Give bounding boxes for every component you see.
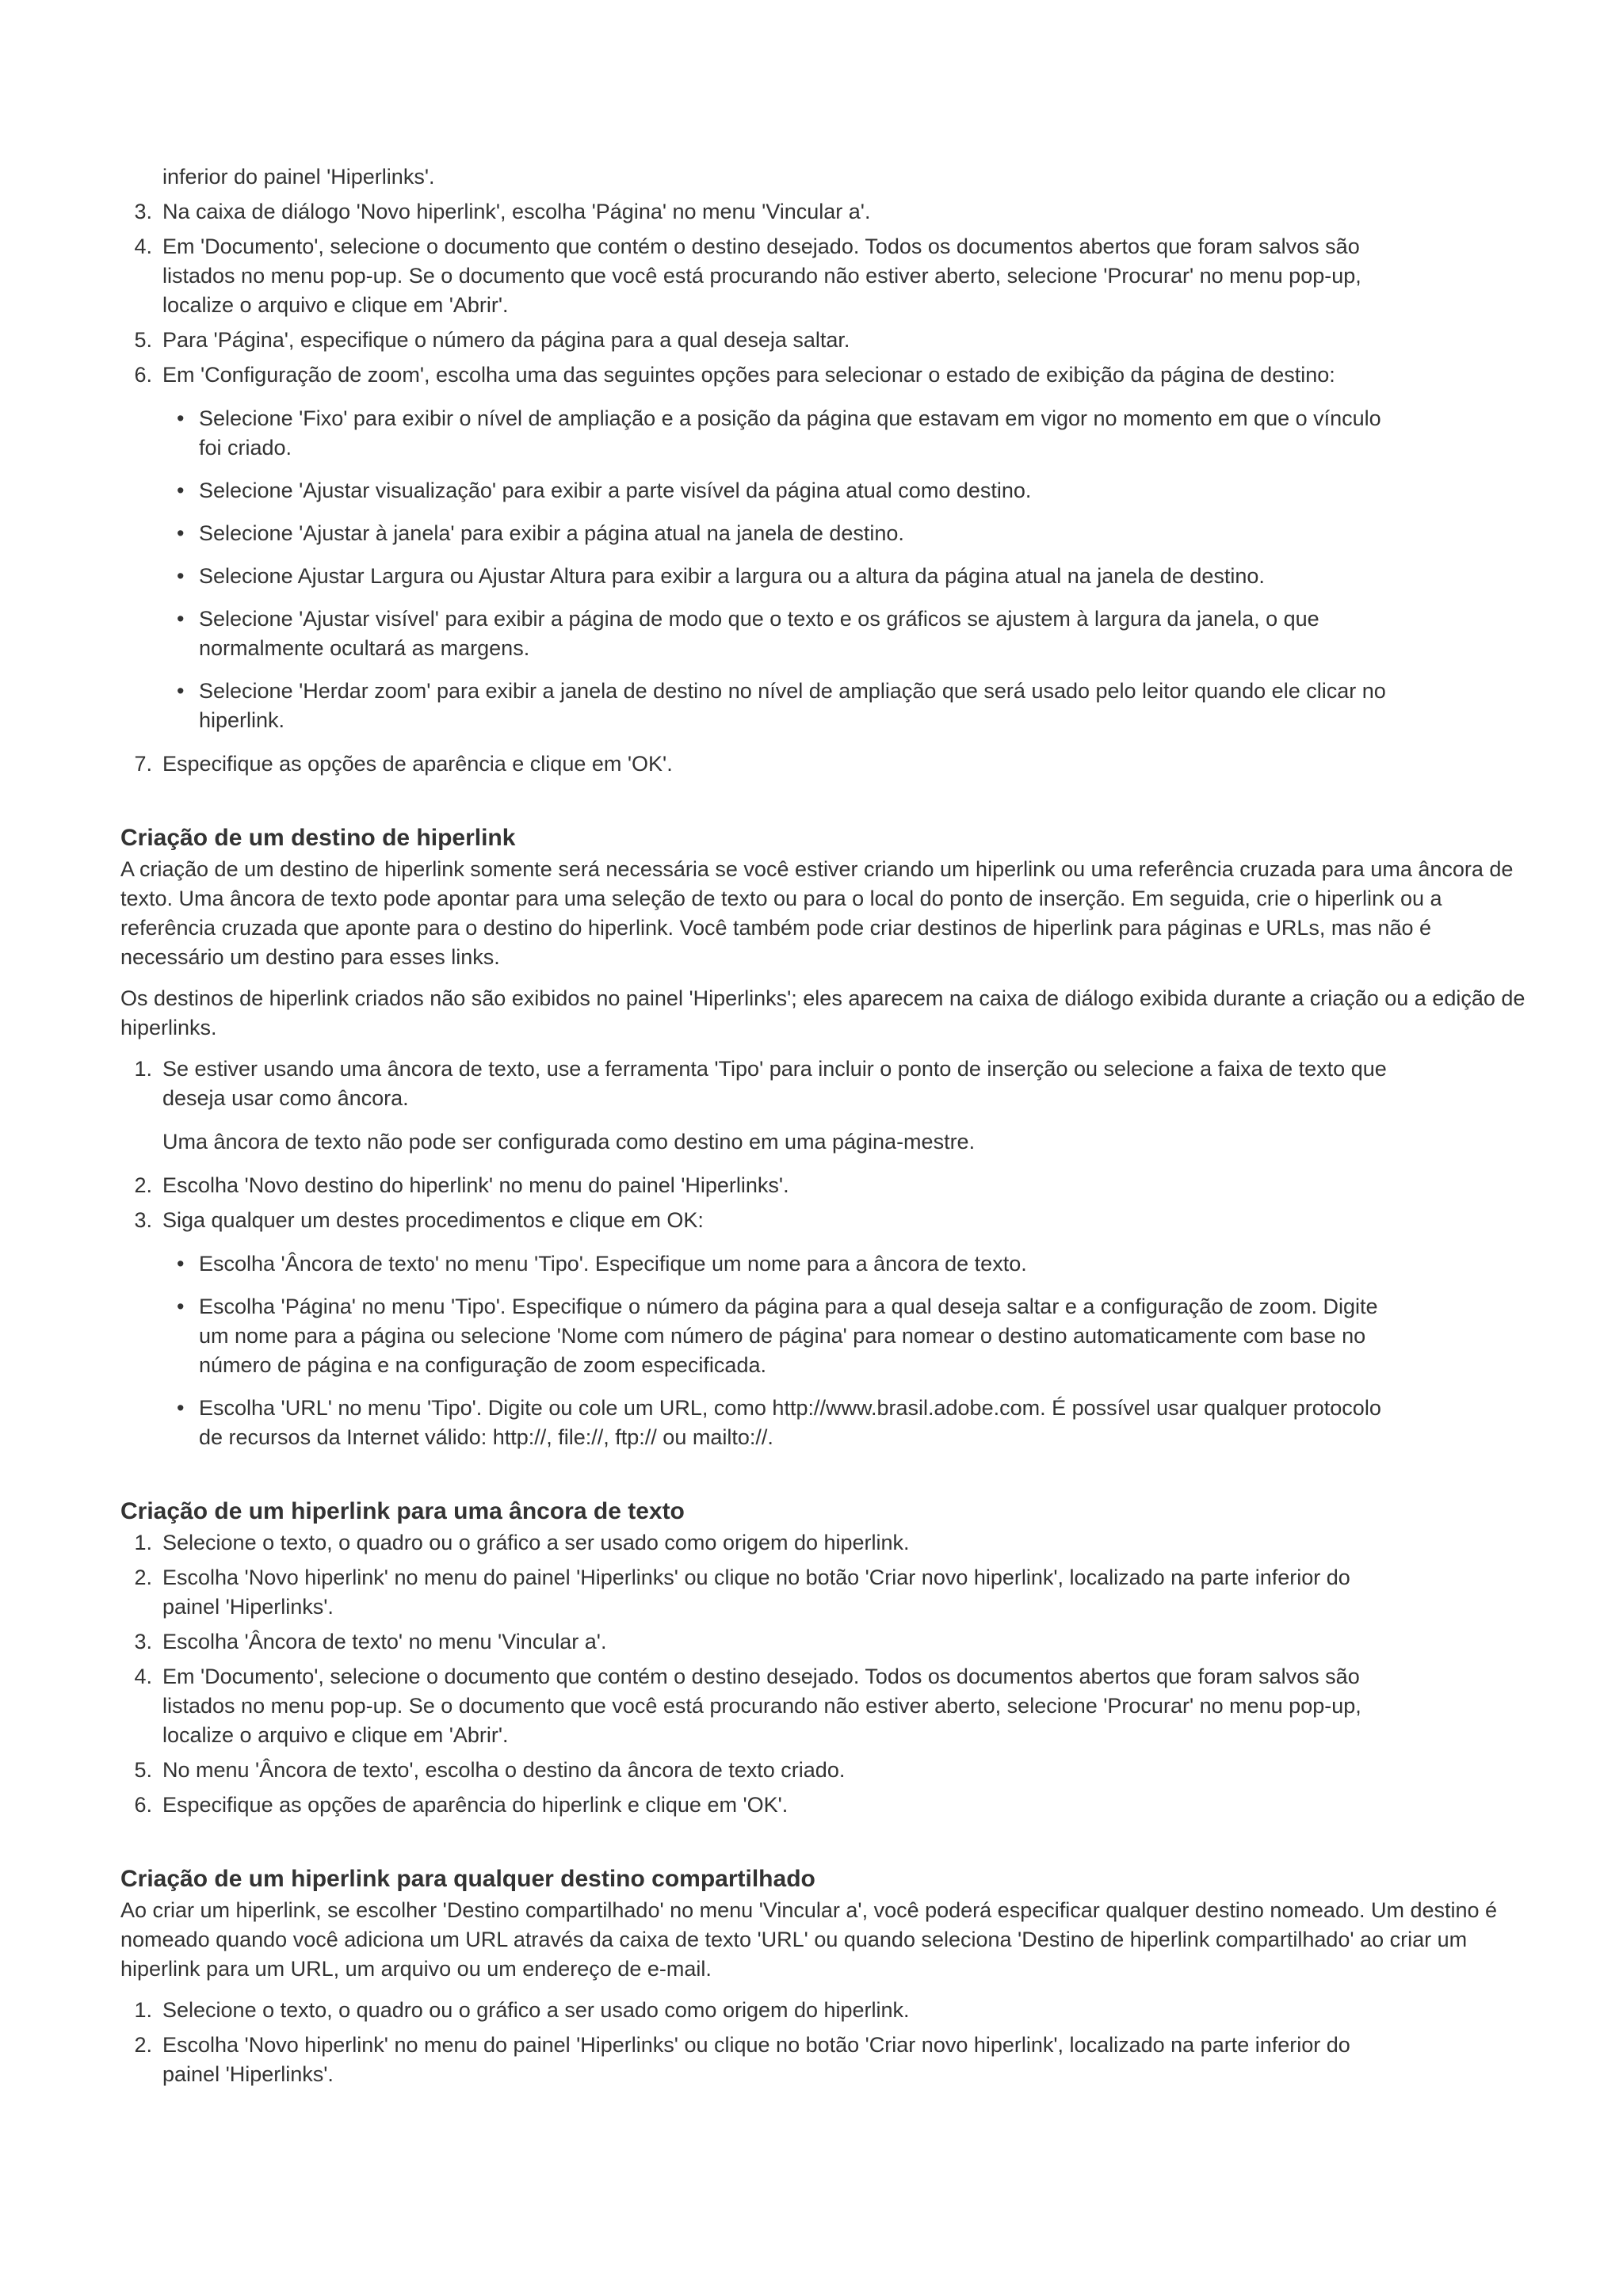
list-item: [120, 232, 1541, 320]
bullet-icon: •: [177, 1396, 185, 1420]
destination-options-list: [162, 1249, 1541, 1452]
section-paragraph: A criação de um destino de hiperlink somente será necessária se você estiver criando um hiperlink ou uma referência cruzada para uma âncora de texto. Uma âncora de texto pode apontar para uma seleção de texto ou para o local do ponto de inserção. Em seguida, crie o hiperlink ou a referência cruzada que aponte para o destino do hiperlink. Você também pode criar destinos de hiperlink para páginas e URLs, mas não é necessário um destino para esses links.: [120, 857, 1514, 969]
list-item: [120, 2031, 1541, 2089]
list-item: [120, 749, 1541, 779]
list-item: [120, 1662, 1541, 1750]
step-text: Especifique as opções de aparência e clique em 'OK'.: [162, 752, 673, 776]
bullet-icon: •: [177, 1252, 185, 1276]
section2-steps-list: [120, 1528, 1541, 1820]
zoom-options-list: [162, 404, 1541, 735]
list-item: [120, 360, 1541, 735]
option-text: Escolha 'URL' no menu 'Tipo'. Digite ou cole um URL, como http://www.brasil.adobe.com. É possível usar qualquer protocolo de recursos da Internet válido: http://, file://, ftp:// ou mailto://.: [199, 1396, 1381, 1449]
section3-steps-list: [120, 1996, 1541, 2089]
step-number: 2.: [134, 2033, 152, 2057]
step-text: Selecione o texto, o quadro ou o gráfico a ser usado como origem do hiperlink.: [162, 1531, 910, 1554]
list-item: [120, 326, 1541, 355]
step-number: 4.: [134, 235, 152, 258]
list-item: [120, 197, 1541, 227]
step-number: 6.: [134, 1793, 152, 1817]
list-item: [120, 1627, 1541, 1657]
section-heading: Criação de um hiperlink para qualquer destino compartilhado: [120, 1866, 815, 1892]
step-number: 2.: [134, 1566, 152, 1589]
list-item: [162, 519, 1403, 548]
option-text: Selecione 'Herdar zoom' para exibir a janela de destino no nível de ampliação que será usado pelo leitor quando ele clicar no hiperlink.: [199, 679, 1386, 732]
step-text: Em 'Documento', selecione o documento que contém o destino desejado. Todos os documentos abertos que foram salvos são listados no menu pop-up. Se o documento que você está procurando não estiver aberto, selecione 'Procurar' no menu pop-up, localize o arquivo e clique em 'Abrir'.: [162, 1665, 1361, 1747]
step-text: Escolha 'Novo destino do hiperlink' no menu do painel 'Hiperlinks'.: [162, 1173, 789, 1197]
bullet-icon: •: [177, 1295, 185, 1318]
step-note: Uma âncora de texto não pode ser configurada como destino em uma página-mestre.: [162, 1130, 976, 1154]
step-number: 6.: [134, 363, 152, 387]
step-number: 5.: [134, 328, 152, 352]
step-number: 3.: [134, 1630, 152, 1653]
list-item: [120, 1055, 1541, 1157]
step-number: 2.: [134, 1173, 152, 1197]
list-item: [120, 1791, 1541, 1820]
section-heading: Criação de um destino de hiperlink: [120, 825, 516, 851]
step-text: Escolha 'Novo hiperlink' no menu do painel 'Hiperlinks' ou clique no botão 'Criar novo hiperlink', localizado na parte inferior do painel 'Hiperlinks'.: [162, 1566, 1350, 1619]
step-number: 7.: [134, 752, 152, 776]
list-item: [162, 562, 1403, 591]
list-item: [162, 1394, 1403, 1452]
option-text: Escolha 'Página' no menu 'Tipo'. Especifique o número da página para a qual deseja saltar e a configuração de zoom. Digite um nome para a página ou selecione 'Nome com número de página' para nomear o destino automaticamente com base no número de página e na configuração de zoom especificada.: [199, 1295, 1378, 1377]
option-text: Selecione 'Fixo' para exibir o nível de ampliação e a posição da página que estavam em vigor no momento em que o vínculo foi criado.: [199, 406, 1381, 460]
list-item: [120, 1206, 1541, 1452]
list-item: [162, 404, 1403, 463]
step-text: Se estiver usando uma âncora de texto, use a ferramenta 'Tipo' para incluir o ponto de inserção ou selecione a faixa de texto que deseja usar como âncora.: [162, 1057, 1387, 1110]
list-item: [162, 476, 1403, 505]
option-text: Escolha 'Âncora de texto' no menu 'Tipo'. Especifique um nome para a âncora de texto.: [199, 1252, 1027, 1276]
section1-steps-list: [120, 1055, 1541, 1452]
option-text: Selecione 'Ajustar à janela' para exibir a página atual na janela de destino.: [199, 521, 904, 545]
step-number: 4.: [134, 1665, 152, 1688]
option-text: Selecione 'Ajustar visualização' para exibir a parte visível da página atual como destino.: [199, 479, 1032, 502]
list-item: [120, 1563, 1541, 1622]
intro-steps-list: [120, 197, 1541, 779]
list-item: [162, 677, 1403, 735]
step-text: Especifique as opções de aparência do hiperlink e clique em 'OK'.: [162, 1793, 789, 1817]
list-item: [120, 1528, 1541, 1558]
list-item: [162, 1292, 1403, 1380]
list-item: [162, 605, 1403, 663]
bullet-icon: •: [177, 479, 185, 502]
option-text: Selecione Ajustar Largura ou Ajustar Altura para exibir a largura ou a altura da página atual na janela de destino.: [199, 564, 1265, 588]
section-paragraph: Os destinos de hiperlink criados não são exibidos no painel 'Hiperlinks'; eles aparecem na caixa de diálogo exibida durante a criação ou a edição de hiperlinks.: [120, 986, 1526, 1039]
step-text: Siga qualquer um destes procedimentos e clique em OK:: [162, 1208, 704, 1232]
step-number: 5.: [134, 1758, 152, 1782]
step-text: No menu 'Âncora de texto', escolha o destino da âncora de texto criado.: [162, 1758, 846, 1782]
list-item: [162, 1249, 1403, 1279]
step-text: Em 'Documento', selecione o documento que contém o destino desejado. Todos os documentos abertos que foram salvos são listados no menu pop-up. Se o documento que você está procurando não estiver aberto, selecione 'Procurar' no menu pop-up, localize o arquivo e clique em 'Abrir'.: [162, 235, 1361, 317]
list-item: [120, 1996, 1541, 2025]
step-number: 3.: [134, 1208, 152, 1232]
bullet-icon: •: [177, 406, 185, 430]
option-text: Selecione 'Ajustar visível' para exibir a página de modo que o texto e os gráficos se ajustem à largura da janela, o que normalmente ocultará as margens.: [199, 607, 1319, 660]
step-number: 3.: [134, 200, 152, 223]
step-number: 1.: [134, 1998, 152, 2022]
document-page: [120, 162, 1541, 2095]
step-text: Escolha 'Novo hiperlink' no menu do painel 'Hiperlinks' ou clique no botão 'Criar novo hiperlink', localizado na parte inferior do painel 'Hiperlinks'.: [162, 2033, 1350, 2086]
step-text: Selecione o texto, o quadro ou o gráfico a ser usado como origem do hiperlink.: [162, 1998, 910, 2022]
step-text: Em 'Configuração de zoom', escolha uma das seguintes opções para selecionar o estado de exibição da página de destino:: [162, 363, 1335, 387]
step-text: Na caixa de diálogo 'Novo hiperlink', escolha 'Página' no menu 'Vincular a'.: [162, 200, 871, 223]
step-number: 1.: [134, 1531, 152, 1554]
list-item: [120, 1171, 1541, 1200]
bullet-icon: •: [177, 564, 185, 588]
bullet-icon: •: [177, 521, 185, 545]
bullet-icon: •: [177, 679, 185, 703]
step-number: 1.: [134, 1057, 152, 1081]
section-paragraph: Ao criar um hiperlink, se escolher 'Destino compartilhado' no menu 'Vincular a', você poderá especificar qualquer destino nomeado. Um destino é nomeado quando você adiciona um URL através da caixa de texto 'URL' ou quando seleciona 'Destino de hiperlink compartilhado' ao criar um hiperlink para um URL, um arquivo ou um endereço de e-mail.: [120, 1898, 1498, 1981]
continuation-text: inferior do painel 'Hiperlinks'.: [162, 165, 435, 189]
list-item: [120, 1756, 1541, 1785]
step-text: Escolha 'Âncora de texto' no menu 'Vincular a'.: [162, 1630, 607, 1653]
bullet-icon: •: [177, 607, 185, 631]
step-text: Para 'Página', especifique o número da página para a qual deseja saltar.: [162, 328, 850, 352]
section-heading: Criação de um hiperlink para uma âncora de texto: [120, 1498, 685, 1524]
